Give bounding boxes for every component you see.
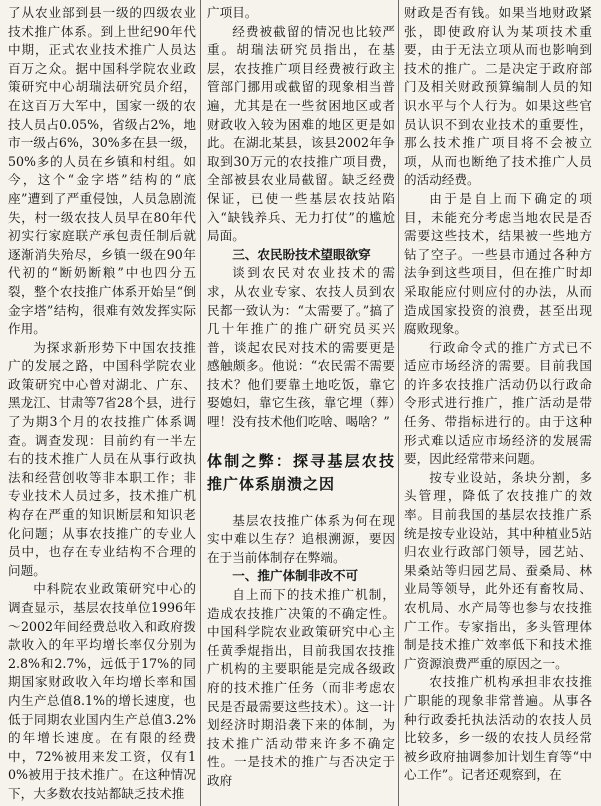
paragraph: 为探求新形势下中国农技推广的发展之路，中国科学院农业政策研究中心曾对湖北、广东、黑龙江、甘肃等7省28个县，进行了为期3个月的农技推广体系调查。调查发现：目前约有一半左右的技术推广人员在从事行政执法和经营创收等非本职工作；非专业技术人员过多，技术推广机构存在严重的知识断层和知识老化问题；从事农技推广的专业人员中，也存在专业结构不合理的问题。 [8, 339, 196, 578]
paragraph: 经费被截留的情况也比较严重。胡瑞法研究员指出，在基层，农技推广项目经费被行政主管部门挪用或截留的现象相当普遍，尤其是在一些贫困地区或者财政收入较为困难的地区更是如此。在湖北某县，该县2002年争取到30万元的农技推广项目费，全部被县农业局截留。缺乏经费保证，已使一些基层农技站陷入“缺钱养兵、无力打仗”的尴尬局面。 [207, 23, 395, 244]
column-right [404, 4, 592, 785]
paragraph: 农技推广机构承担非农技推广职能的现象非常普遍。从事各种行政委托执法活动的农技人员比较多，乡一级的农技人员经常被乡政府抽调参加计划生育等“中心工作”。记者还观察到，在 [404, 674, 592, 783]
paragraph: 中科院农业政策研究中心的调查显示，基层农技单位1996年～2002年间经费总收入和政府拨款收入的年平均增长率仅分别为2.8%和2.7%，远低于17%的同期国家财政收入年均增长率和国内生产总值8.1%的增长速度，也低于同期农业国内生产总值3.2%的年增长速度。在有限的经费中，72%被用来发工资，仅有10%被用于技术推广。在这种情况下，大多数农技站都缺乏技术推 [8, 581, 196, 801]
paragraph: 谈到农民对农业技术的需求，从农业专家、农技人员到农民都一致认为：“太需要了。”搞了几十年推广的推广研究员买兴普，谈起农民对技术的需要更是感触颇多。他说：“农民需不需要技术？他们要靠土地吃饭，靠它娶媳妇，靠它生孩，靠它埋（葬）哩！没有技术他们吃啥、喝啥？” [207, 265, 395, 430]
paragraph: 行政命令式的推广方式已不适应市场经济的需要。目前我国的许多农技推广活动仍以行政命令形式进行推广，推广活动是带任务、带指标进行的。由于这种形式难以适应市场经济的发展需要，因此经常带来问题。 [404, 339, 592, 467]
column-left [8, 4, 196, 804]
subheading: 三、农民盼技术望眼欲穿 [232, 246, 371, 262]
paragraph: 广项目。 [207, 5, 258, 20]
paragraph: 财政是否有钱。如果当地财政紧张，即使政府认为某项技术重要，由于无法立项从而也影响到技术的推广。二是决定于政府部门及相关财政预算编制人员的知识水平与个人行为。如果这些官员认识不到农业技术的重要性，那么技术推广项目将不会被立项，从而也断绝了技术推广人员的活动经费。 [404, 5, 592, 188]
paragraph: 了从农业部到县一级的四级农业技术推广体系。到上世纪90年代中期，正式农业技术推广人员达百万之众。据中国科学院农业政策研究中心胡瑞法研究员介绍，在这百万大军中，国家一级的农技人员占0.05%，省级占2%，地市一级占6%，30%多在县一级，50%多的人员在乡镇和村组。如今，这个“金字塔”结构的“底座”遭到了严重侵蚀，人员急剧流失，村一级农技人员早在80年代初实行家庭联产承包责任制后就逐渐消失殆尽，乡镇一级在90年代初的“断奶断粮”中也四分五裂，整个农技推广体系开始呈“倒金字塔”结构，很难有效发挥实际作用。 [8, 5, 196, 337]
column-divider-2 [398, 0, 399, 806]
column-divider-1 [200, 0, 201, 806]
paragraph: 由于是自上而下确定的项目，未能充分考虑当地农民是否需要这些技术，结果被一些地方钻了空子。一些县市通过各种方法争到这些项目，但在推广时却采取能应付则应付的办法，从而造成国家投资的浪费，甚至出现腐败现象。 [404, 190, 592, 337]
section-title: 体制之弊：探寻基层农技推广体系崩溃之因 [207, 451, 395, 493]
paragraph: 自上而下的技术推广机制，造成农技推广决策的不确定性。中国科学院农业政策研究中心主任黄季焜指出，目前我国农技推广机构的主要职能是完成各级政府的技术推广任务（而非考虑农民是否最需要这些技术）。这一计划经济时期沿袭下来的体制，为技术推广活动带来许多不确定性。一是技术的推广与否决定于政府 [207, 587, 395, 788]
subheading: 一、推广体制非改不可 [232, 568, 359, 584]
column-middle [207, 4, 395, 791]
paragraph: 按专业设站，条块分割，多头管理，降低了农技推广的效率。目前我国的基层农技推广系统是按专业设站，其中种植业5站归农业行政部门领导，园艺站、果桑站等归园艺局、蚕桑局、林业局等领导，此外还有畜牧局、农机局、水产局等也参与农技推广工作。专家指出，多头管理体制是技术推广效率低下和技术推广资源浪费严重的原因之一。 [404, 469, 592, 671]
paragraph: 基层农技推广体系为何在现实中难以生存？追根溯源，要因在于当前体制存在弊端。 [207, 512, 395, 565]
